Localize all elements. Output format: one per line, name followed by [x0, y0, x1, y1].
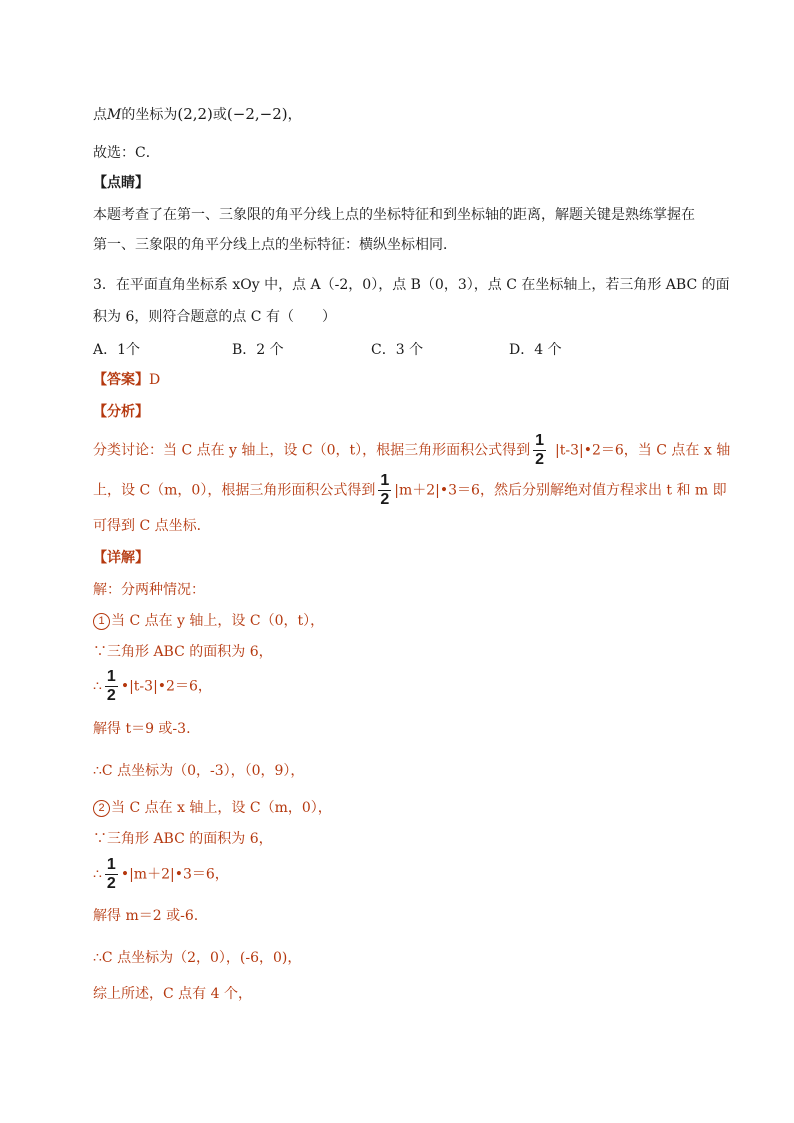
text: |m＋2|•3＝6，然后分别解绝对值方程求出 t 和 m 即 [394, 482, 727, 499]
var-m: M [107, 107, 122, 123]
text: 点 [93, 107, 107, 123]
denominator: 2 [106, 875, 116, 892]
option-c: C．3 个 [371, 342, 424, 358]
comment-line-2: 第一、三象限的角平分线上点的坐标特征：横纵坐标相同． [93, 237, 457, 253]
text: 上，设 C（m，0），根据三角形面积公式得到 [93, 482, 376, 499]
analysis-line-3: 可得到 C 点坐标． [93, 518, 211, 534]
numerator: 1 [535, 432, 545, 449]
option-d: D．4 个 [509, 342, 562, 358]
answer-line [93, 370, 160, 390]
text: |t-3|•2＝6，当 C 点在 x 轴 [555, 442, 731, 459]
text: •|t-3|•2＝6， [120, 678, 212, 695]
detail-case-1 [93, 611, 324, 631]
detail-equation-1 [93, 668, 212, 705]
numerator: 1 [106, 668, 116, 685]
denominator: 2 [535, 451, 545, 468]
heading-detail: 【详解】 [93, 550, 149, 566]
detail-case-2 [93, 798, 332, 818]
therefore-symbol: ∴ [93, 678, 102, 695]
line-choice: 故选：C． [93, 145, 160, 161]
detail-equation-2 [93, 856, 229, 893]
option-a: A．1个 [93, 342, 141, 358]
text: 的坐标为 [121, 107, 178, 123]
fraction-half [105, 668, 118, 705]
option-b: B．2 个 [232, 342, 284, 358]
text: 当 C 点在 x 轴上，设 C（m，0）， [111, 800, 332, 816]
comment-line-1: 本题考查了在第一、三象限的角平分线上点的坐标特征和到坐标轴的距离，解题关键是熟练掌握在 [93, 207, 695, 223]
line-point-m [93, 104, 302, 125]
detail-line-3: ∵三角形 ABC 的面积为 6， [93, 644, 273, 660]
detail-coords-2: ∴C 点坐标为（2，0），(-6，0)， [93, 950, 302, 966]
circled-number-2: 2 [93, 800, 110, 817]
detail-line-1: 解：分两种情况： [93, 582, 205, 598]
fraction-half [378, 472, 391, 509]
text: 当 C 点在 y 轴上，设 C（0，t）， [111, 613, 325, 629]
numerator: 1 [380, 472, 390, 489]
question-3-line-1: 3．在平面直角坐标系 xOy 中，点 A（-2，0），点 B（0，3），点 C 在坐标轴上，若三角形 ABC 的面 [93, 277, 730, 293]
therefore-symbol: ∴ [93, 866, 102, 883]
denominator: 2 [380, 491, 390, 508]
analysis-line-1 [93, 432, 730, 469]
question-3-line-2: 积为 6，则符合题意的点 C 有（ ） [93, 309, 336, 325]
detail-coords-1: ∴C 点坐标为（0，-3），（0，9）， [93, 763, 305, 779]
text: 或 [212, 107, 227, 123]
text: ， [287, 107, 302, 123]
heading-dianjing: 【点睛】 [93, 175, 149, 191]
answer-value: D [149, 372, 161, 388]
analysis-line-2 [93, 472, 727, 509]
detail-solve-1: 解得 t＝9 或-3. [93, 721, 191, 737]
circled-number-1: 1 [93, 613, 110, 630]
heading-answer: 【答案】 [93, 372, 149, 388]
coord: (2,2) [177, 105, 213, 123]
fraction-half [105, 856, 118, 893]
text: 分类讨论：当 C 点在 y 轴上，设 C（0，t），根据三角形面积公式得到 [93, 442, 531, 459]
coord: (−2,−2) [226, 105, 288, 123]
text: •|m＋2|•3＝6， [120, 866, 229, 883]
denominator: 2 [106, 687, 116, 704]
detail-solve-2: 解得 m＝2 或-6. [93, 908, 199, 924]
numerator: 1 [106, 856, 116, 873]
fraction-half [533, 432, 546, 469]
heading-analysis: 【分析】 [93, 404, 149, 420]
detail-conclusion: 综上所述，C 点有 4 个， [93, 986, 252, 1002]
detail-line-8: ∵三角形 ABC 的面积为 6， [93, 831, 273, 847]
